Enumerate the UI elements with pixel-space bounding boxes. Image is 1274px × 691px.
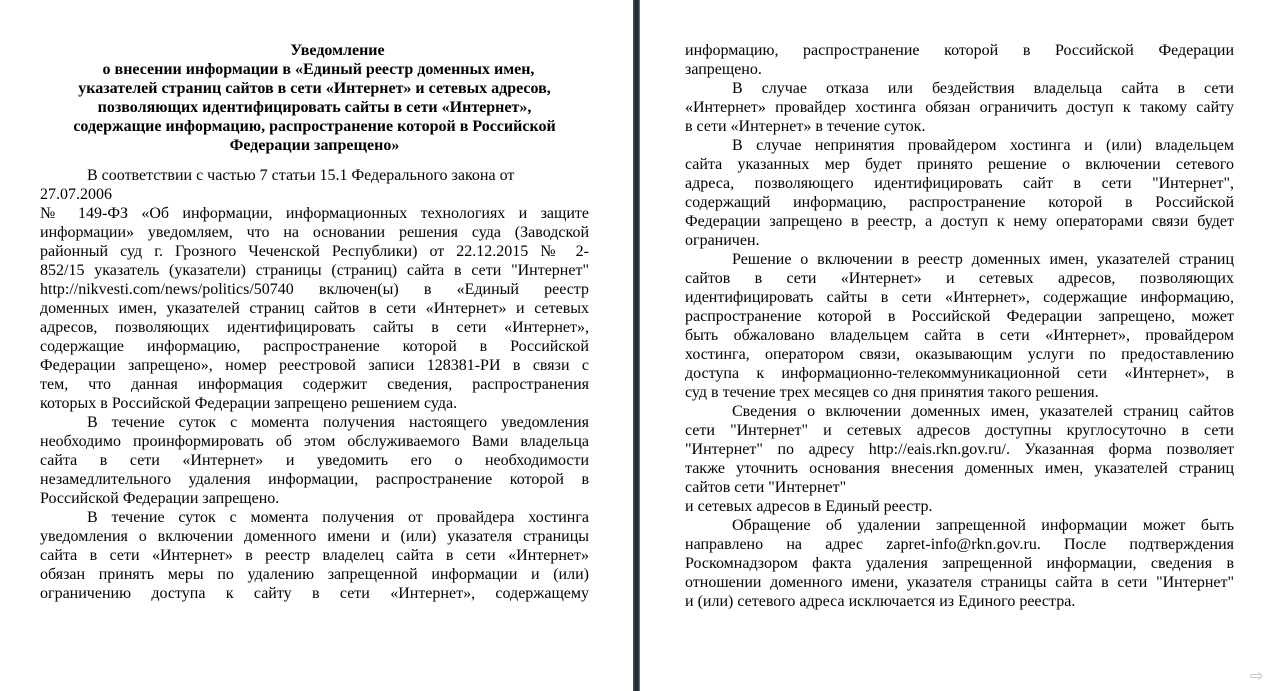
text-line: Обращение об удалении запрещенной информации может быть <box>732 517 1234 534</box>
paragraph <box>685 79 1234 136</box>
text-line: В соответствии с частью 7 статьи 15.1 Федерального закона от <box>87 167 515 184</box>
text-line: доступа к информационно-телекоммуникационной сети «Интернет», в <box>685 365 1234 382</box>
text-line: и (или) сетевого адреса исключается из Единого реестра. <box>685 593 1076 610</box>
text-line: отношении доменного имени, указателя страницы сайта в сети "Интернет" <box>685 574 1234 591</box>
document-page-left <box>0 0 633 691</box>
page-divider <box>633 0 640 691</box>
text-line: и сетевых адресов в Единый реестр. <box>685 498 933 515</box>
paragraph <box>40 508 589 603</box>
paragraph <box>685 402 1234 516</box>
text-line: информации» уведомляем, что на основании решения суда (Заводской <box>40 224 589 241</box>
text-line: незамедлительного удаления информации, распространение которой в <box>40 471 589 488</box>
next-page-arrow-icon[interactable]: ⇨ <box>1250 666 1264 685</box>
text-line: быть обжаловано владельцем сайта в сети «Интернет», провайдером <box>685 327 1234 344</box>
document-page-right <box>640 0 1274 691</box>
title-line: позволяющих идентифицировать сайты в сети «Интернет», <box>97 99 532 116</box>
text-line: в сети «Интернет» в течение суток. <box>685 118 926 135</box>
page-left-body <box>40 41 589 603</box>
text-line: В случае отказа или бездействия владельца сайта в сети <box>732 80 1234 97</box>
title-line: Уведомление <box>290 42 385 59</box>
text-line: Решение о включении в реестр доменных имен, указателей страниц <box>732 251 1234 268</box>
text-line: обязан принять меры по удалению запрещенной информации и (или) <box>40 566 589 583</box>
title-line: Федерации запрещено» <box>229 137 400 154</box>
text-line: сайта в сети «Интернет» в реестр владелец сайта в сети «Интернет» <box>40 547 589 564</box>
text-line: распространение которой в Российской Федерации запрещено, может <box>685 308 1234 325</box>
title-line: содержащие информацию, распространение которой в Российской <box>73 118 556 135</box>
text-line: доменных имен, указателей страниц сайтов в сети «Интернет» и сетевых <box>40 300 589 317</box>
text-line: Сведения о включении доменных имен, указателей страниц сайтов <box>732 403 1234 420</box>
text-line: тем, что данная информация содержит сведения, распространения <box>40 376 589 393</box>
title-line: о внесении информации в «Единый реестр доменных имен, <box>102 61 535 78</box>
document-title <box>40 41 589 155</box>
text-line: необходимо проинформировать об этом обслуживаемого Вами владельца <box>40 433 589 450</box>
text-line: "Интернет" по адресу http://eais.rkn.gov.ru/. Указанная форма позволяет <box>685 441 1234 458</box>
text-line: адреса, позволяющего идентифицировать сайт в сети "Интернет", <box>685 175 1234 192</box>
text-line: сайтов в сети «Интернет» и сетевых адресов, позволяющих <box>685 270 1234 287</box>
text-line: сети "Интернет" и сетевых адресов доступны круглосуточно в сети <box>685 422 1234 439</box>
text-line: направлено на адрес zapret-info@rkn.gov.ru. После подтверждения <box>685 536 1234 553</box>
text-line: http://nikvesti.com/news/politics/50740 включен(ы) в «Единый реестр <box>40 281 589 298</box>
text-line: № 149-ФЗ «Об информации, информационных технологиях и защите <box>40 205 589 222</box>
text-line: сайтов сети "Интернет" <box>685 479 847 496</box>
text-line: Роскомнадзором факта удаления запрещенной информации, сведения в <box>685 555 1234 572</box>
text-line: 27.07.2006 <box>40 186 112 203</box>
text-line: хостинга, оператором связи, оказывающим услуги по предоставлению <box>685 346 1234 363</box>
text-line: В течение суток с момента получения от провайдера хостинга <box>87 509 589 526</box>
paragraph <box>685 136 1234 250</box>
text-line: содержащий информацию, распространение которой в Российской <box>685 194 1234 211</box>
paragraph <box>40 166 589 413</box>
text-line: Российской Федерации запрещено. <box>40 490 280 507</box>
text-line: Федерации запрещено», номер реестровой записи 128381-РИ в связи с <box>40 357 589 374</box>
text-line: В течение суток с момента получения настоящего уведомления <box>87 414 589 431</box>
text-line: 852/15 указатель (указатели) страницы (страниц) сайта в сети "Интернет" <box>40 262 589 279</box>
paragraph <box>40 413 589 508</box>
text-line: также уточнить основания внесения доменных имен, указателей страниц <box>685 460 1234 477</box>
text-line: уведомления о включении доменного имени и (или) указателя страницы <box>40 528 589 545</box>
title-line: указателей страниц сайтов в сети «Интернет» и сетевых адресов, <box>78 80 551 97</box>
text-line: районный суд г. Грозного Чеченской Республики) от 22.12.2015 № 2- <box>40 243 589 260</box>
page-right-body <box>685 41 1234 611</box>
text-line: адресов, позволяющих идентифицировать сайты в сети «Интернет», <box>40 319 589 336</box>
paragraph <box>685 250 1234 402</box>
text-line: ограничению доступа к сайту в сети «Интернет», содержащему <box>40 585 589 602</box>
text-line: запрещено. <box>685 61 762 78</box>
text-line: Федерации запрещено в реестр, а доступ к нему операторами связи будет <box>685 213 1234 230</box>
text-line: идентифицировать сайты в сети «Интернет», содержащие информацию, <box>685 289 1234 306</box>
text-line: суд в течение трех месяцев со дня принятия такого решения. <box>685 384 1099 401</box>
text-line: В случае непринятия провайдером хостинга и (или) владельцем <box>732 137 1234 154</box>
text-line: сайта указанных мер будет принято решение о включении сетевого <box>685 156 1234 173</box>
paragraph <box>685 516 1234 611</box>
text-line: которых в Российской Федерации запрещено решением суда. <box>40 395 458 412</box>
text-line: информацию, распространение которой в Российской Федерации <box>685 42 1234 59</box>
text-line: сайта в сети «Интернет» и уведомить его о необходимости <box>40 452 589 469</box>
text-line: ограничен. <box>685 232 760 249</box>
paragraph <box>685 41 1234 79</box>
text-line: содержащие информацию, распространение которой в Российской <box>40 338 589 355</box>
text-line: «Интернет» провайдер хостинга обязан ограничить доступ к такому сайту <box>685 99 1234 116</box>
